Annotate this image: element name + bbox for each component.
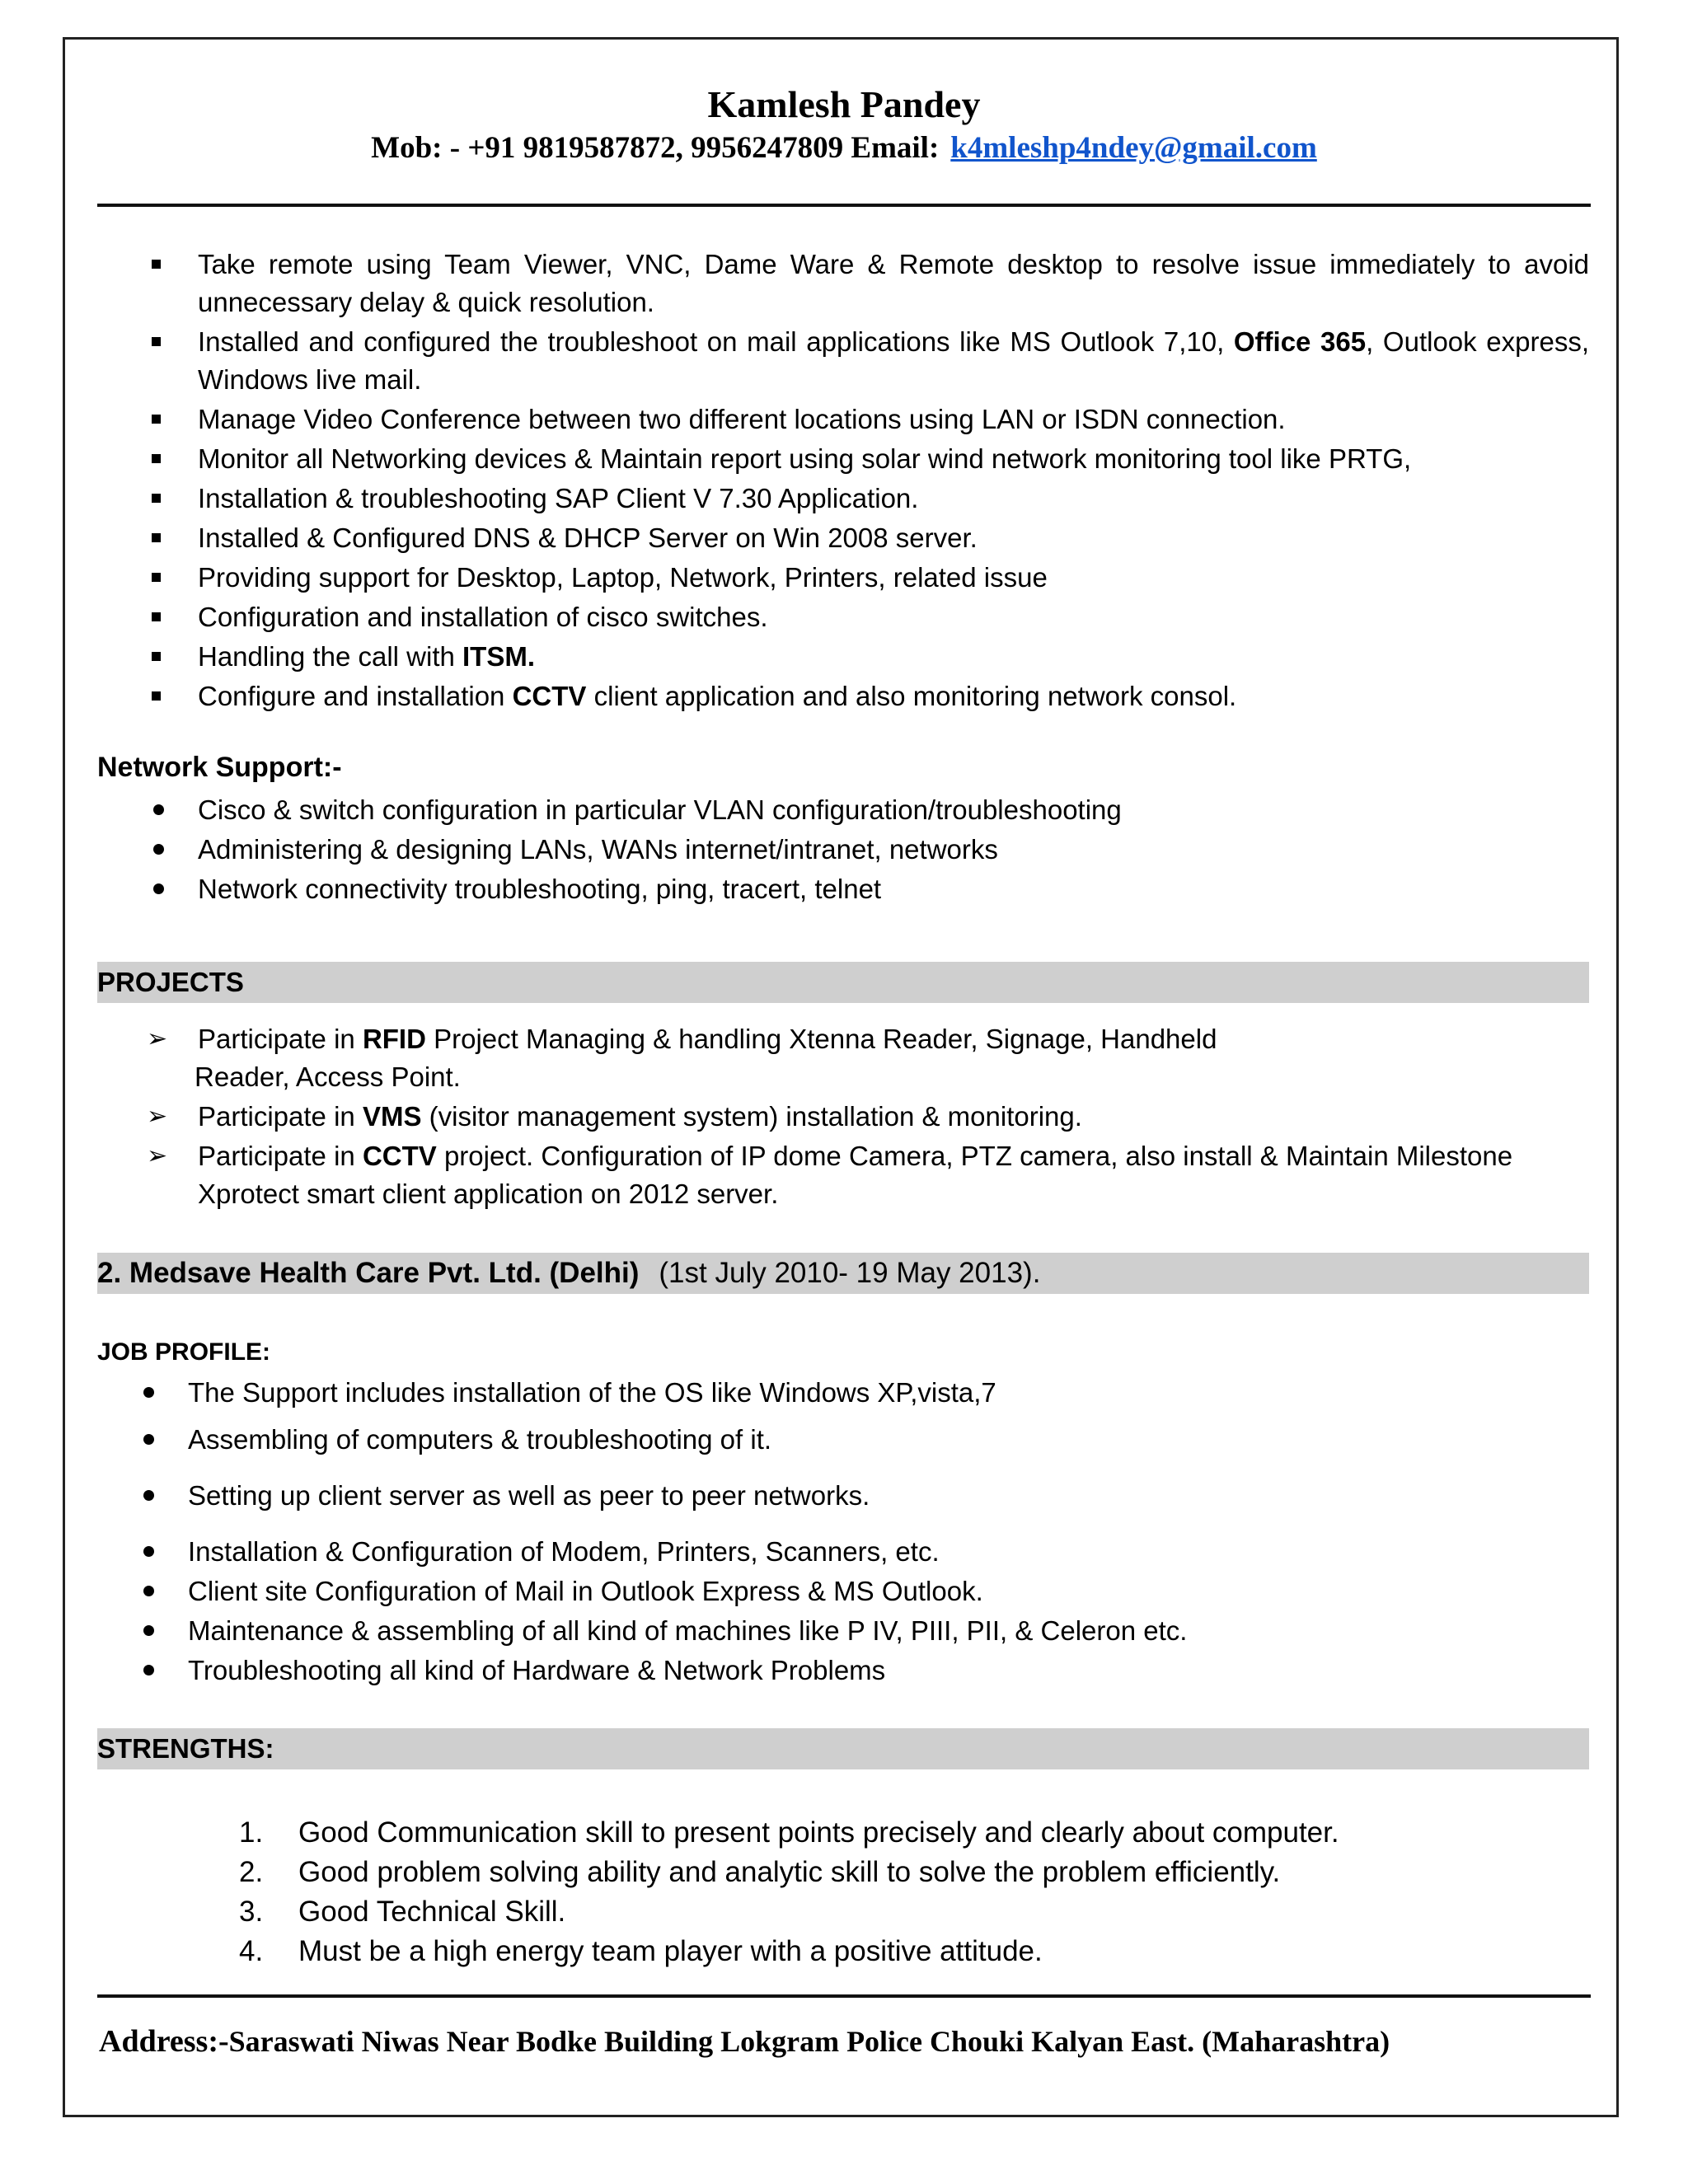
bullet-icon — [143, 1546, 154, 1557]
footer-divider — [97, 1994, 1591, 1998]
list-item: Configuration and installation of cisco switches. — [97, 598, 1589, 636]
address-label: Address:- — [99, 2024, 229, 2059]
list-item: Manage Video Conference between two different locations using LAN or ISDN connection. — [97, 401, 1589, 438]
square-bullet-icon — [152, 415, 161, 424]
list-item: Handling the call with ITSM. — [97, 638, 1589, 676]
list-item: ➢ Participate in CCTV project. Configuration of IP dome Camera, PTZ camera, also install & Maintain Milestone Xprotect smart client application on 2012 server. — [97, 1137, 1589, 1213]
list-item: Troubleshooting all kind of Hardware & Network Problems — [97, 1652, 1581, 1690]
arrow-bullet-icon: ➢ — [147, 1025, 168, 1052]
bullet-icon — [143, 1387, 154, 1398]
list-item: Take remote using Team Viewer, VNC, Dame Ware & Remote desktop to resolve issue immediately to avoid unnecessary delay & quick resolution. — [97, 246, 1589, 321]
employer-name: 2. Medsave Health Care Pvt. Ltd. (Delhi) — [97, 1257, 640, 1289]
email-link[interactable]: k4mleshp4ndey@gmail.com — [950, 131, 1317, 165]
network-support-heading: Network Support:- — [97, 752, 342, 783]
list-item: Network connectivity troubleshooting, ping, tracert, telnet — [97, 870, 1589, 908]
bullet-icon — [143, 1586, 154, 1596]
list-item: Assembling of computers & troubleshooting of it. — [97, 1421, 1581, 1459]
square-bullet-icon — [152, 691, 161, 701]
network-support-list — [97, 791, 1589, 908]
contact-line — [0, 130, 1688, 166]
list-item: 2. Good problem solving ability and analytic skill to solve the problem efficiently. — [239, 1856, 1281, 1888]
list-item: The Support includes installation of the OS like Windows XP,vista,7 — [97, 1374, 1581, 1412]
list-item: 3. Good Technical Skill. — [239, 1896, 566, 1928]
bullet-icon — [143, 1665, 154, 1675]
list-item: Client site Configuration of Mail in Outlook Express & MS Outlook. — [97, 1572, 1581, 1610]
list-item: 4. Must be a high energy team player with a positive attitude. — [239, 1935, 1043, 1967]
duties-list — [97, 246, 1589, 715]
contact-phones: Mob: - +91 9819587872, 9956247809 Email: — [371, 131, 940, 165]
projects-heading: PROJECTS — [97, 967, 244, 997]
list-item: ➢ Participate in VMS (visitor management system) installation & monitoring. — [97, 1098, 1589, 1136]
list-item: Configure and installation CCTV client application and also monitoring network consol. — [97, 677, 1589, 715]
employment-period: (1st July 2010- 19 May 2013). — [659, 1257, 1041, 1289]
list-item: Maintenance & assembling of all kind of machines like P IV, PIII, PII, & Celeron etc. — [97, 1612, 1581, 1650]
address-text: Saraswati Niwas Near Bodke Building Lokgram Police Chouki Kalyan East. (Maharashtra) — [228, 2025, 1390, 2058]
square-bullet-icon — [152, 612, 161, 621]
list-item: Installed & Configured DNS & DHCP Server on Win 2008 server. — [97, 519, 1589, 557]
bullet-icon — [143, 1490, 154, 1501]
bullet-icon — [143, 1434, 154, 1445]
list-item: Monitor all Networking devices & Maintain report using solar wind network monitoring tool like PRTG, — [97, 440, 1589, 478]
list-item: Setting up client server as well as peer to peer networks. — [97, 1477, 1581, 1515]
square-bullet-icon — [152, 454, 161, 463]
strengths-heading: STRENGTHS: — [97, 1733, 274, 1764]
list-item: Cisco & switch configuration in particular VLAN configuration/troubleshooting — [97, 791, 1589, 829]
job-profile-heading: JOB PROFILE: — [97, 1338, 271, 1366]
square-bullet-icon — [152, 652, 161, 661]
square-bullet-icon — [152, 337, 161, 346]
square-bullet-icon — [152, 573, 161, 582]
list-item: Providing support for Desktop, Laptop, Network, Printers, related issue — [97, 559, 1589, 597]
address-line — [99, 2023, 1390, 2060]
arrow-bullet-icon: ➢ — [147, 1142, 168, 1169]
square-bullet-icon — [152, 533, 161, 542]
list-item: Installed and configured the troubleshoot on mail applications like MS Outlook 7,10, Office 365, Outlook express, Windows live mail. — [97, 323, 1589, 399]
bullet-icon — [153, 844, 164, 855]
candidate-name: Kamlesh Pandey — [707, 83, 981, 125]
projects-section-bar — [97, 962, 1589, 1003]
employer-section-bar — [97, 1253, 1589, 1294]
list-item: Administering & designing LANs, WANs internet/intranet, networks — [97, 831, 1589, 869]
square-bullet-icon — [152, 494, 161, 503]
list-item: Installation & Configuration of Modem, Printers, Scanners, etc. — [97, 1533, 1581, 1571]
square-bullet-icon — [152, 260, 161, 269]
strengths-section-bar — [97, 1728, 1589, 1769]
list-item: Installation & troubleshooting SAP Client V 7.30 Application. — [97, 480, 1589, 518]
bullet-icon — [143, 1625, 154, 1636]
arrow-bullet-icon: ➢ — [147, 1103, 168, 1130]
list-item: ➢ Participate in RFID Project Managing & handling Xtenna Reader, Signage, Handheld Reader, Access Point. — [97, 1020, 1589, 1096]
bullet-icon — [153, 883, 164, 894]
bullet-icon — [153, 804, 164, 815]
list-item: 1. Good Communication skill to present points precisely and clearly about computer. — [239, 1816, 1339, 1849]
header-divider — [97, 204, 1591, 207]
projects-list — [97, 1020, 1589, 1213]
